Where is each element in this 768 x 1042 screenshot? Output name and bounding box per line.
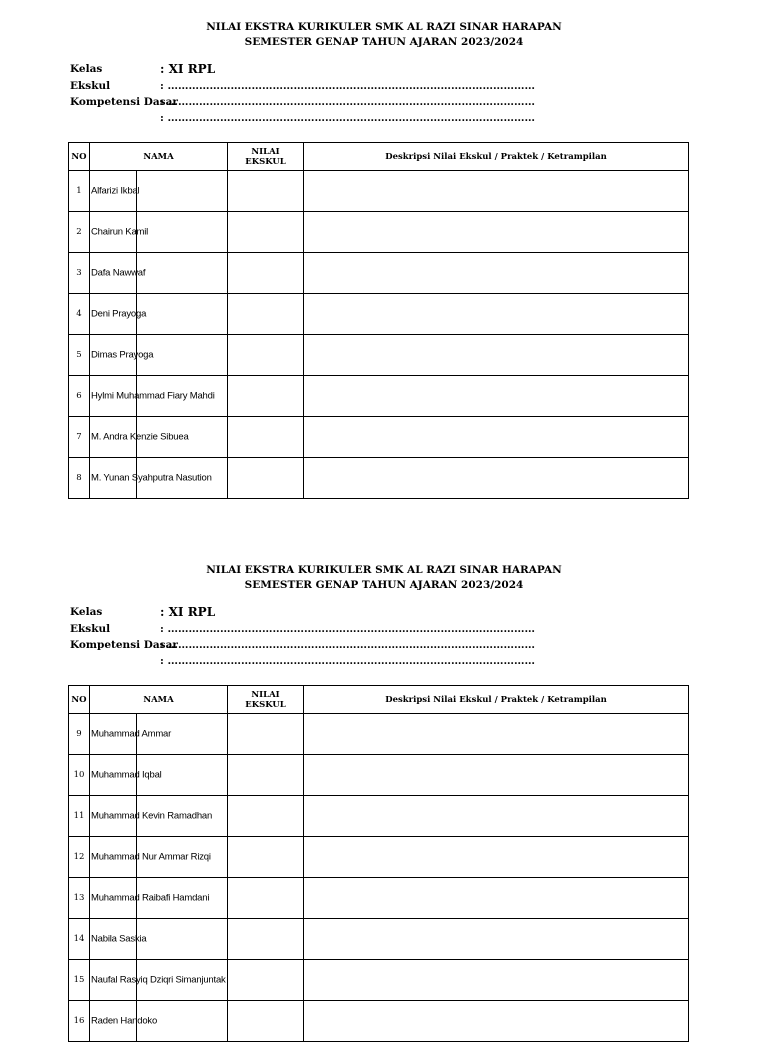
nilai-cell[interactable] [228, 335, 304, 376]
table-row [69, 919, 689, 960]
student-name: Raden Handoko [91, 1015, 158, 1027]
col-nama: NAMA [90, 143, 228, 171]
kelas-value: : XI RPL [160, 62, 216, 76]
nilai-cell[interactable] [228, 294, 304, 335]
student-name: Alfarizi Ikbal [91, 185, 140, 197]
col-nama: NAMA [90, 686, 228, 714]
nilai-cell[interactable] [228, 919, 304, 960]
nilai-cell[interactable] [228, 171, 304, 212]
col-nilai [228, 686, 304, 714]
student-number: 12 [69, 837, 90, 878]
table-row [69, 714, 689, 755]
table-row [69, 335, 689, 376]
nilai-cell[interactable] [228, 458, 304, 499]
table-row [69, 212, 689, 253]
student-name-cell [90, 171, 228, 212]
sheet-subtitle: SEMESTER GENAP TAHUN AJARAN 2023/2024 [244, 36, 524, 48]
student-number: 6 [69, 376, 90, 417]
kelas-label: Kelas [70, 63, 103, 75]
nilai-cell[interactable] [228, 878, 304, 919]
student-name-cell [90, 714, 228, 755]
sheet-subtitle: SEMESTER GENAP TAHUN AJARAN 2023/2024 [244, 579, 524, 591]
student-name: Muhammad Iqbal [91, 769, 162, 781]
deskripsi-cell[interactable] [304, 458, 689, 499]
student-name: Nabila Saskia [91, 933, 147, 945]
deskripsi-cell[interactable] [304, 253, 689, 294]
sheet-title: NILAI EKSTRA KURIKULER SMK AL RAZI SINAR HARAPAN [206, 21, 562, 33]
student-name: Deni Prayoga [91, 308, 147, 320]
nilai-cell[interactable] [228, 796, 304, 837]
deskripsi-cell[interactable] [304, 335, 689, 376]
col-no: NO [69, 686, 90, 714]
grades-table-body [69, 686, 689, 1042]
student-name-cell [90, 212, 228, 253]
kompetensi-value: : …………………………………………………………………………………………… [160, 96, 536, 108]
nilai-cell[interactable] [228, 212, 304, 253]
table-row [69, 253, 689, 294]
table-row [69, 837, 689, 878]
student-number: 2 [69, 212, 90, 253]
table-row [69, 458, 689, 499]
nilai-cell[interactable] [228, 755, 304, 796]
table-row [69, 796, 689, 837]
student-name-cell [90, 458, 228, 499]
student-name: Muhammad Kevin Ramadhan [91, 810, 213, 822]
student-name-cell [90, 796, 228, 837]
student-name: Dafa Nawwaf [91, 267, 146, 279]
table-row [69, 960, 689, 1001]
student-number: 11 [69, 796, 90, 837]
kompetensi-extra-value: : …………………………………………………………………………………………… [160, 655, 536, 667]
deskripsi-cell[interactable] [304, 919, 689, 960]
student-number: 5 [69, 335, 90, 376]
student-number: 1 [69, 171, 90, 212]
student-name: Chairun Kamil [91, 226, 149, 238]
kompetensi-value: : …………………………………………………………………………………………… [160, 639, 536, 651]
deskripsi-cell[interactable] [304, 837, 689, 878]
ekskul-label: Ekskul [70, 623, 111, 635]
deskripsi-cell[interactable] [304, 714, 689, 755]
col-nilai-line1: NILAI [251, 689, 280, 700]
student-number: 9 [69, 714, 90, 755]
student-name-cell [90, 417, 228, 458]
kelas-value: : XI RPL [160, 605, 216, 619]
student-number: 13 [69, 878, 90, 919]
nilai-cell[interactable] [228, 376, 304, 417]
student-number: 14 [69, 919, 90, 960]
deskripsi-cell[interactable] [304, 878, 689, 919]
deskripsi-cell[interactable] [304, 1001, 689, 1042]
grades-table-body [69, 143, 689, 499]
deskripsi-cell[interactable] [304, 171, 689, 212]
student-name-cell [90, 335, 228, 376]
table-row [69, 1001, 689, 1042]
student-number: 4 [69, 294, 90, 335]
student-name-cell [90, 960, 228, 1001]
deskripsi-cell[interactable] [304, 294, 689, 335]
student-number: 10 [69, 755, 90, 796]
student-name-cell [90, 294, 228, 335]
deskripsi-cell[interactable] [304, 376, 689, 417]
kompetensi-label: Kompetensi Dasar [70, 96, 178, 108]
student-name-cell [90, 878, 228, 919]
student-number: 3 [69, 253, 90, 294]
student-name-cell [90, 376, 228, 417]
student-name: Hylmi Muhammad Fiary Mahdi [91, 390, 215, 402]
grades-table [68, 142, 689, 499]
kelas-label: Kelas [70, 606, 103, 618]
student-name: M. Andra Kenzie Sibuea [91, 431, 189, 443]
nilai-cell[interactable] [228, 417, 304, 458]
col-no: NO [69, 143, 90, 171]
student-name-cell [90, 755, 228, 796]
table-header-row [69, 143, 689, 171]
student-name-cell [90, 1001, 228, 1042]
student-number: 8 [69, 458, 90, 499]
table-row [69, 878, 689, 919]
deskripsi-cell[interactable] [304, 796, 689, 837]
student-number: 7 [69, 417, 90, 458]
col-deskripsi: Deskripsi Nilai Ekskul / Praktek / Ketrampilan [304, 686, 689, 714]
deskripsi-cell[interactable] [304, 417, 689, 458]
nilai-cell[interactable] [228, 837, 304, 878]
student-name-cell [90, 919, 228, 960]
col-nilai-line2: EKSKUL [245, 699, 286, 710]
student-name: Muhammad Nur Ammar Rizqi [91, 851, 211, 863]
col-nilai-line1: NILAI [251, 146, 280, 157]
student-number: 16 [69, 1001, 90, 1042]
ekskul-label: Ekskul [70, 80, 111, 92]
deskripsi-cell[interactable] [304, 212, 689, 253]
student-name: Muhammad Ammar [91, 728, 172, 740]
grades-table [68, 685, 689, 1042]
table-row [69, 171, 689, 212]
nilai-cell[interactable] [228, 960, 304, 1001]
deskripsi-cell[interactable] [304, 960, 689, 1001]
nilai-cell[interactable] [228, 253, 304, 294]
kompetensi-label: Kompetensi Dasar [70, 639, 178, 651]
ekskul-value: : …………………………………………………………………………………………… [160, 80, 536, 92]
col-nilai [228, 143, 304, 171]
student-number: 15 [69, 960, 90, 1001]
table-row [69, 294, 689, 335]
table-row [69, 376, 689, 417]
col-nilai-line2: EKSKUL [245, 156, 286, 167]
deskripsi-cell[interactable] [304, 755, 689, 796]
table-header-row [69, 686, 689, 714]
student-name-cell [90, 837, 228, 878]
student-name: M. Yunan Syahputra Nasution [91, 472, 212, 484]
student-name: Dimas Prayoga [91, 349, 154, 361]
table-row [69, 755, 689, 796]
nilai-cell[interactable] [228, 1001, 304, 1042]
ekskul-value: : …………………………………………………………………………………………… [160, 623, 536, 635]
kompetensi-extra-value: : …………………………………………………………………………………………… [160, 112, 536, 124]
nilai-cell[interactable] [228, 714, 304, 755]
student-name: Muhammad Raibafi Hamdani [91, 892, 210, 904]
table-row [69, 417, 689, 458]
student-name-cell [90, 253, 228, 294]
sheet-title: NILAI EKSTRA KURIKULER SMK AL RAZI SINAR HARAPAN [206, 564, 562, 576]
col-deskripsi: Deskripsi Nilai Ekskul / Praktek / Ketrampilan [304, 143, 689, 171]
student-name: Naufal Rasyiq Dziqri Simanjuntak [91, 974, 226, 986]
